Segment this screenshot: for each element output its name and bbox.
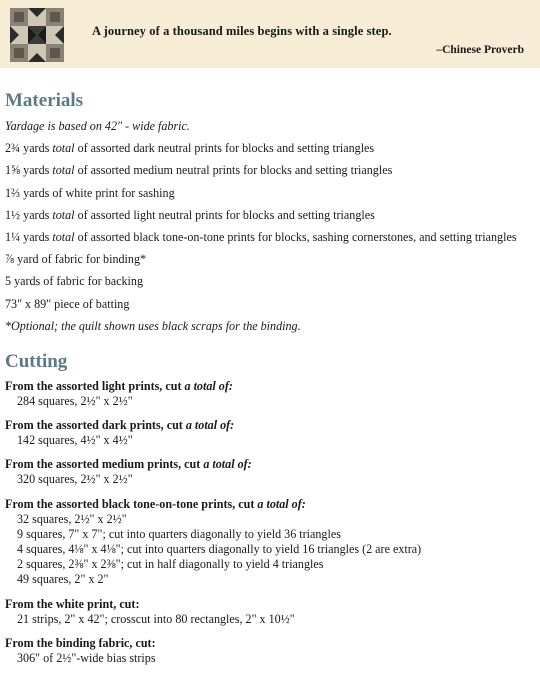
cutting-group-heading [5,636,535,651]
cutting-group-source: From the assorted medium prints, cut [5,457,204,472]
materials-item-desc: of assorted black tone-on-tone prints for blocks, sashing cornerstones, and setting triangles [74,230,517,245]
cutting-group [5,597,535,627]
materials-note: *Optional; the quilt shown uses black scraps for the binding. [5,318,301,333]
materials-item [5,159,535,181]
cutting-heading: Cutting [5,351,68,372]
quilt-block-image [10,8,64,62]
materials-item [5,293,535,315]
cutting-group-emphasis: a total of: [257,496,306,511]
cutting-instruction: 9 squares, 7" x 7"; cut into quarters diagonally to yield 36 triangles [17,526,341,541]
materials-item-qty: 1½ yards [5,207,53,222]
cutting-instruction: 2 squares, 2⅜" x 2⅜"; cut in half diagonally to yield 4 triangles [17,557,324,572]
materials-heading: Materials [5,90,84,111]
materials-item-emphasis: total [52,230,75,245]
materials-item-emphasis: total [52,141,75,156]
quote-attribution: –Chinese Proverb [436,44,524,56]
cutting-group-emphasis: a total of: [184,379,233,393]
materials-item [5,248,535,270]
materials-intro: Yardage is based on 42" - wide fabric. [5,119,190,133]
cutting-group-heading [5,418,535,433]
cutting-group [5,457,535,487]
materials-item [5,270,535,292]
quote-text: A journey of a thousand miles begins with a single step. [92,24,392,38]
cutting-instruction: 142 squares, 4½" x 4½" [17,433,133,448]
cutting-group-emphasis: a total of: [203,457,252,472]
cutting-instruction: 49 squares, 2" x 2" [17,572,109,587]
cutting-instruction: 21 strips, 2" x 42"; crosscut into 80 rectangles, 2" x 10½" [17,611,295,626]
cutting-group-source: From the assorted dark prints, cut [5,418,186,433]
cutting-group-heading [5,457,535,472]
materials-item-qty: 1⅝ yards [5,163,53,178]
cutting-instruction: 32 squares, 2½" x 2½" [17,511,127,526]
cutting-group-source: From the assorted black tone-on-tone prints, cut [5,496,258,511]
cutting-group-heading [5,497,535,512]
cutting-group-heading [5,379,535,394]
cutting-group-heading [5,597,535,612]
materials-section [5,90,535,337]
materials-item-desc: of assorted dark neutral prints for blocks and setting triangles [74,141,375,156]
materials-item-desc: of assorted medium neutral prints for blocks and setting triangles [74,163,393,178]
cutting-instruction: 4 squares, 4⅛" x 4⅛"; cut into quarters diagonally to yield 16 triangles (2 are extra) [17,542,422,557]
cutting-group-source: From the binding fabric, cut: [5,635,156,650]
cutting-list [5,379,535,666]
cutting-group [5,636,535,666]
cutting-group-emphasis: a total of: [185,418,235,433]
materials-item-qty: 5 yards of fabric for backing [5,274,144,289]
cutting-instruction: 320 squares, 2½" x 2½" [17,472,133,487]
materials-item-emphasis: total [52,163,75,178]
cutting-instruction: 306" of 2½"-wide bias strips [17,650,156,665]
materials-item-qty: 73" x 89" piece of batting [5,296,130,311]
cutting-group [5,418,535,448]
materials-item-qty: 1¼ yards [5,230,53,245]
materials-item-qty: 2¾ yards [5,141,53,156]
cutting-group [5,379,535,409]
materials-item [5,226,535,248]
materials-item-desc: of assorted light neutral prints for blocks and setting triangles [74,207,375,222]
cutting-section [5,351,535,666]
materials-item-emphasis: total [52,207,75,222]
cutting-group-source: From the assorted light prints, cut [5,379,185,393]
quote-banner [0,0,540,68]
cutting-instruction: 284 squares, 2½" x 2½" [17,394,133,408]
materials-item [5,182,535,204]
materials-list [5,137,535,315]
materials-item [5,204,535,226]
cutting-group-source: From the white print, cut: [5,596,140,611]
materials-item [5,137,535,159]
materials-item-qty: 1⅔ yards of white print for sashing [5,185,175,200]
cutting-group [5,497,535,588]
materials-item-qty: ⅞ yard of fabric for binding* [5,252,147,267]
